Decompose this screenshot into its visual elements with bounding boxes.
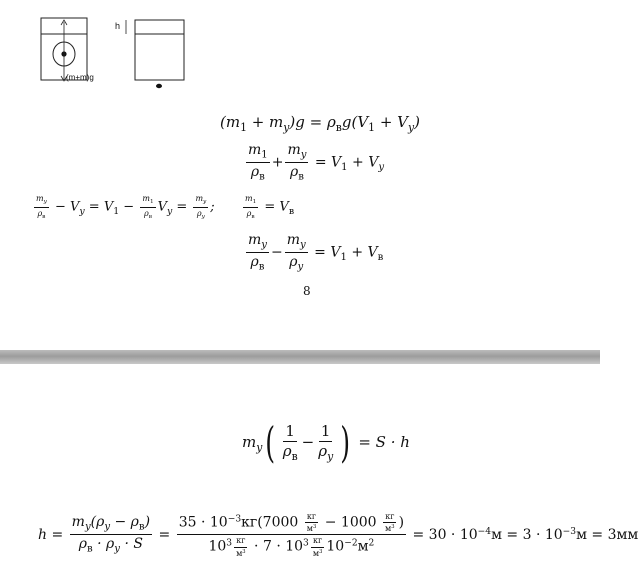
equation-3: $\frac{m_y}{\rho_в}$ − $V_y = V_1$ − $\frac{m_1}{\rho_в}$ $V_y$ = $\frac{m_y}{\rho_y}$ ; xyxy=(36,194,215,220)
equation-6: h = $\frac{m_y(\rho_y - \rho_в)}{\rho_в \cdot \rho_y \cdot S}$ = $35 \cdot 10^{-3}кг(7000$ $\frac{кг}{м^3}$ − 1000 $\frac{кг}{м^3}$ ) $10^3$ $\frac{кг}{м^3}$ · $7 \cdot 10^3$ $\frac{кг}{м^3}$ $10^{-2}м^2$ = $30 \cdot 10^{-4}м = 3 \cdot 10^{-3}м = 3мм$ xyxy=(38,512,638,558)
equation-1: $(m_1 + m_y)g = \rho_вg(V_1 + V_y)$ xyxy=(220,113,420,134)
equation-4: $\frac{m_y}{\rho_в}$ − $\frac{m_y}{\rho_y}$ = $V_1 + V_в$ xyxy=(248,232,384,273)
equation-2: $\frac{m_1}{\rho_в}$ + $\frac{m_y}{\rho_в}$ = $V_1 + V_y$ xyxy=(248,142,385,183)
equation-3b: $\frac{m_1}{\rho_в}$ = $V_в$ xyxy=(245,194,295,220)
page-break xyxy=(0,350,600,364)
page-lower xyxy=(0,364,638,576)
page-number: 8 xyxy=(303,284,311,298)
diagram-label-force: (m+m)g xyxy=(66,73,94,82)
diagram-label-h: h xyxy=(115,21,121,31)
equation-5: $m_y$( $\frac{1}{\rho_в}$ − $\frac{1}{\rho_y}$ ) = S · h xyxy=(242,418,410,467)
